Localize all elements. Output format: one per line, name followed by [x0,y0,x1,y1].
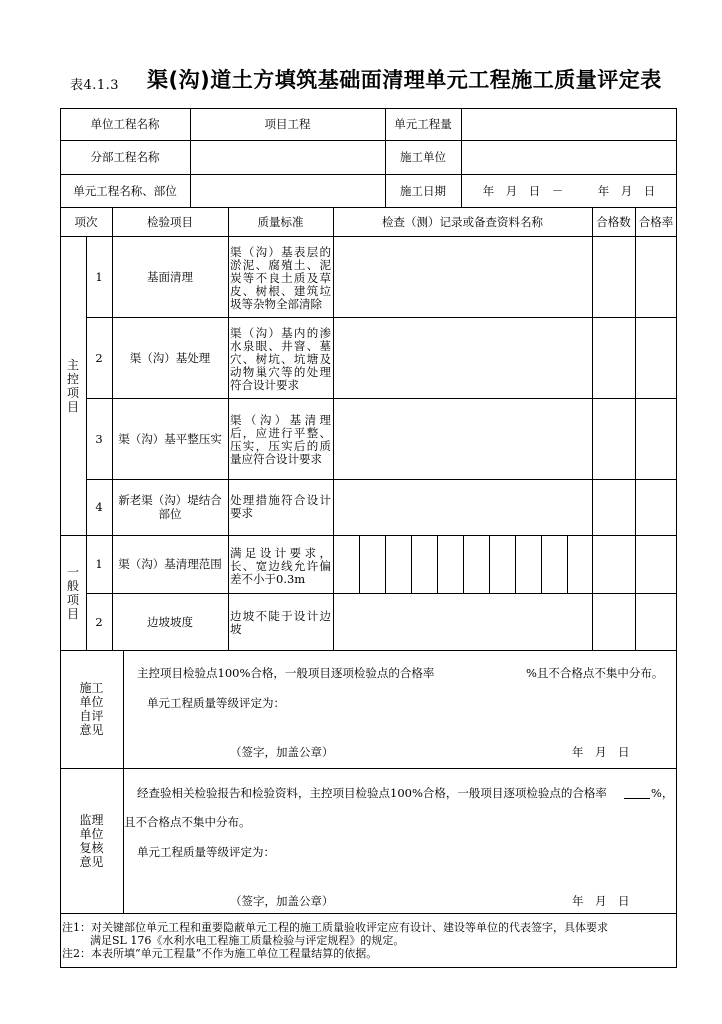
main-item-standard: 处理措施符合设计要求 [230,493,331,520]
self-eval-grade: 单元工程质量等级评定为： [147,696,285,710]
main-item-name: 基面清理 [147,269,193,284]
self-eval-label: 施工单位自评意见 [79,681,104,737]
row-divider [60,768,677,769]
construction-date-value[interactable]: 年 月 日 － 年 月 日 [482,183,656,198]
col-divider [123,650,124,913]
general-item-no: 2 [95,614,103,629]
general-group-label-cell [60,535,86,650]
main-item-name: 新老渠（沟）堤结合部位 [118,493,222,521]
supervisor-eval-line1: 经查验相关检验报告和检验资料，主控项目检验点100%合格，一般项目逐项检验点的合格率 [137,786,607,800]
page-title: 渠(沟)道土方填筑基础面清理单元工程施工质量评定表 [147,68,662,92]
row-divider [60,650,677,651]
unit-quantity-value[interactable] [461,108,677,140]
main-item-record[interactable] [333,479,592,535]
table-number: 表4.1.3 [70,78,120,93]
main-group-label: 主控项目 [66,357,79,414]
supervisor-eval-label-cell [60,768,123,913]
main-item-standard: 渠（沟）基内的渗水泉眼、井窨、墓穴、树坑、坑塘及动物巢穴等的处理符合设计要求 [230,326,331,392]
main-item-record[interactable] [333,317,592,398]
self-eval-date: 年 月 日 [572,745,630,759]
general-item-record[interactable] [333,593,592,650]
supervisor-eval-sign: （签字，加盖公章） [230,894,334,908]
record-subcell-divider [489,535,490,593]
self-eval-label-cell [60,650,123,768]
record-subcell-divider [385,535,386,593]
note-2: 注2：本表所填“单元工程量”不作为施工单位工程量结算的依据。 [62,947,378,960]
sub-project-name-label: 分部工程名称 [90,150,160,164]
main-item-no: 1 [95,269,103,284]
col-header-quality-standard: 质量标准 [257,214,304,229]
supervisor-eval-grade: 单元工程质量等级评定为： [137,845,275,859]
general-group-label: 一般项目 [66,564,79,621]
record-subcell-divider [411,535,412,593]
supervisor-eval-label: 监理单位复核意见 [79,812,104,869]
main-item-standard: 渠（沟）基清理后，应进行平整、压实，压实后的质量应符合设计要求 [230,413,331,466]
note-1-continued: 满足SL 176《水利水电工程施工质量检验与评定规程》的规定。 [90,934,405,947]
record-subcell-divider [515,535,516,593]
supervisor-eval-line2: 且不合格点不集中分布。 [124,815,251,829]
supervisor-eval-date: 年 月 日 [572,894,630,908]
unit-quantity-label: 单元工程量 [394,117,452,131]
construction-date-label: 施工日期 [400,183,446,198]
general-item-name: 边坡坡度 [147,614,193,629]
supervisor-eval-line1-end: %， [651,786,674,800]
self-eval-line1-end: %且不合格点不集中分布。 [526,666,664,680]
record-subcell-divider [463,535,464,593]
general-item-no: 1 [95,557,103,571]
general-item-name: 渠（沟）基清理范围 [118,557,222,571]
row-divider [60,913,677,914]
main-item-name: 渠（沟）基处理 [129,350,211,365]
record-subcell-divider [437,535,438,593]
col-divider [635,207,636,650]
main-item-no: 4 [95,500,103,514]
unit-name-location-label: 单元工程名称、部位 [73,183,177,198]
main-item-record[interactable] [333,236,592,317]
col-header-pass-rate: 合格率 [638,214,674,229]
col-divider [592,207,593,650]
main-item-no: 2 [95,350,103,365]
main-item-name: 渠（沟）基平整压实 [118,431,222,446]
title-row [0,64,722,104]
general-item-standard: 满足设计要求，长、宽边线允许偏差不小于0.3m [230,546,331,586]
col-header-record: 检查（测）记录或备查资料名称 [382,214,543,229]
record-subcell-divider [567,535,568,593]
main-group-label-cell [60,236,86,535]
self-eval-line1: 主控项目检验点100%合格，一般项目逐项检验点的合格率 [137,666,435,680]
self-eval-sign: （签字，加盖公章） [230,745,334,759]
sub-project-name-value[interactable] [190,140,385,174]
col-header-pass-count: 合格数 [596,214,631,229]
general-item-standard: 边坡不陡于设计边坡 [230,609,331,636]
col-header-item-no: 项次 [74,214,98,229]
construction-unit-value[interactable] [461,140,677,174]
main-item-no: 3 [95,431,103,446]
unit-project-name-label: 单位工程名称 [90,117,160,131]
record-subcell-divider [359,535,360,593]
main-item-standard: 渠（沟）基表层的淤泥、腐殖土、泥炭等不良土质及草皮、树根、建筑垃圾等杂物全部清除 [230,245,331,311]
col-header-inspection-item: 检验项目 [147,214,193,229]
unit-name-location-value[interactable] [190,174,385,207]
unit-project-name-value[interactable]: 项目工程 [264,117,311,131]
record-subcell-divider [541,535,542,593]
pass-rate-blank[interactable] [624,788,650,799]
main-item-record[interactable] [333,398,592,479]
construction-unit-label: 施工单位 [400,150,446,164]
note-1: 注1：对关键部位单元工程和重要隐蔽单元工程的施工质量验收评定应有设计、建设等单位的代表签字，具体要求 [62,921,608,934]
